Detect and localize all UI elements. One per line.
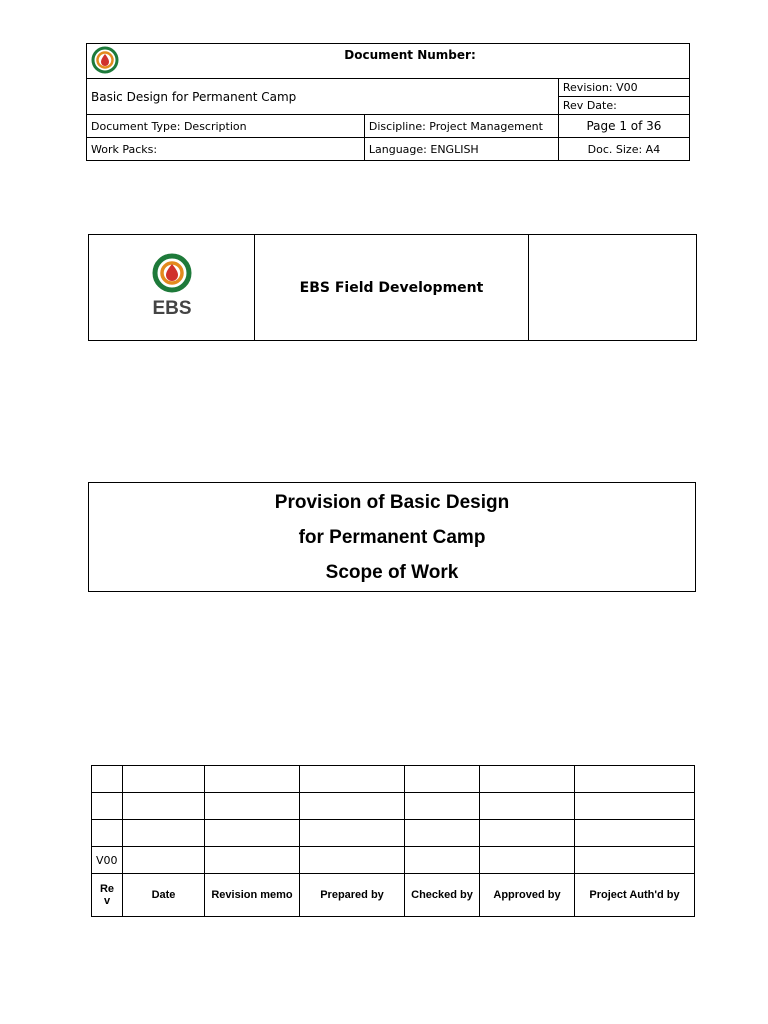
date-cell	[123, 847, 205, 874]
ebs-logo-icon	[137, 251, 207, 321]
auth-cell	[575, 847, 695, 874]
memo-cell	[205, 820, 300, 847]
project-blank-cell	[529, 235, 697, 341]
memo-cell	[205, 766, 300, 793]
approved-by-header: Approved by	[480, 874, 575, 917]
rev-date-field: Rev Date:	[558, 97, 689, 115]
prepared-cell	[300, 766, 405, 793]
project-box	[88, 234, 697, 341]
prepared-cell	[300, 820, 405, 847]
document-type-field: Document Type: Description	[87, 115, 365, 138]
approved-cell	[480, 766, 575, 793]
revision-row	[92, 766, 695, 793]
document-header-table	[86, 43, 690, 161]
date-header: Date	[123, 874, 205, 917]
document-title: Basic Design for Permanent Camp	[87, 79, 559, 115]
prepared-by-header: Prepared by	[300, 874, 405, 917]
memo-cell	[205, 793, 300, 820]
title-line-1: Provision of Basic Design	[274, 492, 510, 513]
title-line-3: Scope of Work	[325, 562, 459, 583]
project-name: EBS Field Development	[255, 235, 529, 341]
document-number-label: Document Number:	[131, 44, 690, 79]
revision-memo-header: Revision memo	[205, 874, 300, 917]
company-logo-cell	[87, 44, 132, 79]
rev-cell	[92, 766, 123, 793]
ebs-logo-cell	[89, 235, 255, 341]
discipline-field: Discipline: Project Management	[364, 115, 558, 138]
prepared-cell	[300, 847, 405, 874]
checked-cell	[405, 820, 480, 847]
approved-cell	[480, 793, 575, 820]
auth-cell	[575, 766, 695, 793]
auth-cell	[575, 820, 695, 847]
revision-header-row	[92, 874, 695, 917]
work-packs-field: Work Packs:	[87, 138, 365, 161]
date-cell	[123, 793, 205, 820]
checked-cell	[405, 847, 480, 874]
page-number: Page 1 of 36	[558, 115, 689, 138]
checked-cell	[405, 766, 480, 793]
project-authd-by-header: Project Auth'd by	[575, 874, 695, 917]
doc-size-field: Doc. Size: A4	[558, 138, 689, 161]
rev-cell: V00	[92, 847, 123, 874]
revision-row	[92, 847, 695, 874]
rev-header: Re v	[92, 874, 123, 917]
rev-cell	[92, 793, 123, 820]
date-cell	[123, 766, 205, 793]
approved-cell	[480, 820, 575, 847]
language-field: Language: ENGLISH	[364, 138, 558, 161]
approved-cell	[480, 847, 575, 874]
revision-table	[91, 765, 695, 917]
revision-row	[92, 793, 695, 820]
document-title-block	[88, 482, 696, 592]
title-line-2: for Permanent Camp	[298, 527, 486, 548]
memo-cell	[205, 847, 300, 874]
ebs-logo-text: EBS	[151, 297, 192, 319]
rev-cell	[92, 820, 123, 847]
prepared-cell	[300, 793, 405, 820]
company-logo-icon	[91, 46, 119, 74]
revision-field: Revision: V00	[558, 79, 689, 97]
auth-cell	[575, 793, 695, 820]
checked-cell	[405, 793, 480, 820]
date-cell	[123, 820, 205, 847]
revision-row	[92, 820, 695, 847]
checked-by-header: Checked by	[405, 874, 480, 917]
